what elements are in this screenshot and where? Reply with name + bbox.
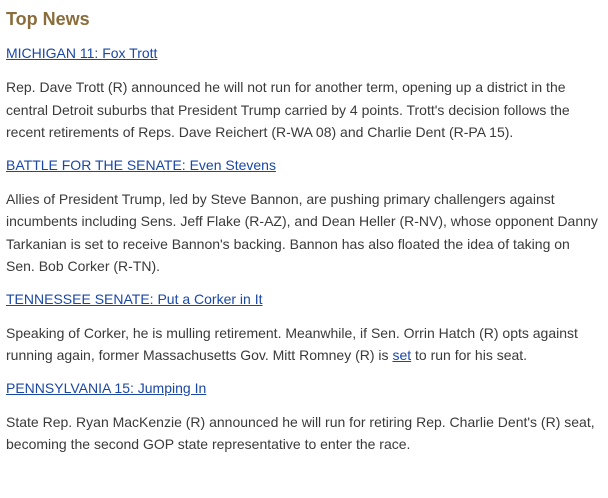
story-headline-link[interactable]: PENNSYLVANIA 15: Jumping In bbox=[6, 379, 207, 396]
story-michigan-11 bbox=[6, 44, 602, 144]
story-pennsylvania-15 bbox=[6, 379, 602, 456]
story-headline-link[interactable]: TENNESSEE SENATE: Put a Corker in It bbox=[6, 290, 263, 307]
story-headline-link[interactable]: MICHIGAN 11: Fox Trott bbox=[6, 45, 158, 61]
story-body: State Rep. Ryan MacKenzie (R) announced he will run for retiring Rep. Charlie Dent's (R) seat, becoming the second GOP state representative to enter the race. bbox=[6, 413, 595, 452]
section-title: Top News bbox=[6, 9, 90, 29]
story-body-text: Speaking of Corker, he is mulling retirement. Meanwhile, if Sen. Orrin Hatch (R) opts against running again, former Massachusetts Gov. Mitt Romney (R) is bbox=[6, 324, 578, 363]
story-body bbox=[6, 322, 602, 367]
story-body: Rep. Dave Trott (R) announced he will not run for another term, opening up a district in the central Detroit suburbs that President Trump carried by 4 points. Trott's decision follows the recent retirements of Reps. Dave Reichert (R-WA 08) and Charlie Dent (R-PA 15). bbox=[6, 79, 570, 140]
story-body-text: to run for his seat. bbox=[411, 347, 528, 363]
story-battle-for-senate bbox=[6, 156, 602, 278]
story-headline-link[interactable]: BATTLE FOR THE SENATE: Even Stevens bbox=[6, 156, 276, 173]
story-tennessee-senate bbox=[6, 290, 602, 367]
story-body: Allies of President Trump, led by Steve Bannon, are pushing primary challengers against incumbents including Sens. Jeff Flake (R-AZ), and Dean Heller (R-NV), whose opponent Danny Tarkanian is set to receive Bannon's backing. Bannon has also floated the idea of taking on Sen. Bob Corker (R-TN). bbox=[6, 190, 598, 274]
set-link[interactable]: set bbox=[392, 347, 412, 363]
